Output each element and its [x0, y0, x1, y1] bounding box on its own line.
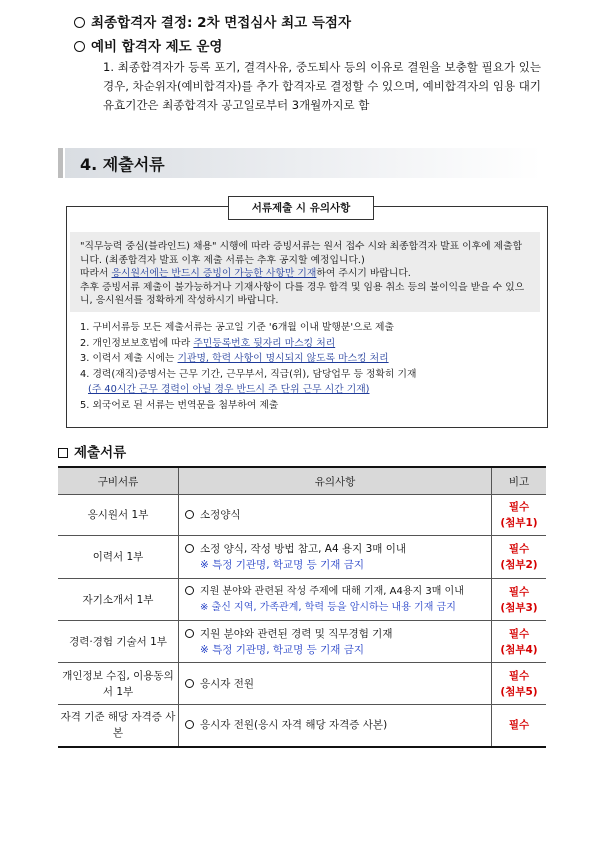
notice-gray-line-2 — [80, 267, 530, 281]
circle-bullet-icon — [185, 510, 194, 519]
row-note — [179, 579, 492, 621]
row-memo-attachment: (첨부2) — [500, 559, 538, 571]
notice-list-item-2 — [80, 336, 540, 352]
row-memo — [492, 621, 547, 663]
notice-list-item-2-underline: 주민등록번호 뒷자리 마스킹 처리 — [193, 337, 336, 349]
row-memo-attachment: (첨부5) — [500, 685, 538, 698]
section-heading — [58, 148, 542, 178]
top-item-1-text: 최종합격자 결정: 2차 면접심사 최고 득점자 — [91, 15, 351, 31]
top-item-1 — [74, 11, 351, 31]
circle-bullet-icon — [185, 586, 194, 595]
row-note — [179, 705, 492, 747]
row-memo-required: 필수 — [508, 501, 530, 513]
row-note-sub: ※ 출신 지역, 가족관계, 학력 등을 암시하는 내용 기재 금지 — [200, 601, 456, 613]
notice-gray-panel — [70, 232, 540, 312]
row-memo-required: 필수 — [508, 585, 530, 598]
row-note — [179, 495, 492, 536]
row-note — [179, 621, 492, 663]
row-memo — [492, 495, 547, 536]
row-name: 경력·경험 기술서 1부 — [58, 621, 179, 663]
docs-table — [58, 466, 546, 748]
header-document: 구비서류 — [58, 467, 179, 495]
circle-bullet-icon — [185, 679, 194, 688]
row-memo — [492, 579, 547, 621]
notice-gray-line-1: "직무능력 중심(블라인드) 채용" 시행에 따라 증빙서류는 원서 접수 시와 최종합격자 발표 이후에 제출합니다. (최종합격자 발표 이후 제출 서류는 추후 공지할 예정입니다.) — [80, 241, 523, 266]
row-memo-required: 필수 — [508, 669, 530, 682]
section-title: 4. 제출서류 — [80, 155, 165, 174]
circle-bullet-icon — [74, 17, 85, 28]
row-note-sub: ※ 특정 기관명, 학교명 등 기재 금지 — [200, 643, 365, 656]
square-bullet-icon — [58, 448, 68, 458]
circle-bullet-icon — [74, 41, 85, 52]
docs-heading — [58, 441, 126, 461]
row-note-text: 소정 양식, 작성 방법 참고, A4 용지 3매 이내 — [200, 543, 407, 555]
row-note — [179, 663, 492, 705]
header-notes: 유의사항 — [179, 467, 492, 495]
table-header-row — [58, 467, 546, 495]
notice-gray-line-2-pre: 따라서 — [80, 268, 112, 279]
row-note — [179, 536, 492, 579]
table-row — [58, 705, 546, 747]
row-memo-required: 필수 — [508, 627, 530, 640]
notice-gray-line-2-underline: 응시원서에는 반드시 증빙이 가능한 사항만 기재 — [111, 268, 317, 279]
table-row — [58, 621, 546, 663]
row-name: 응시원서 1부 — [58, 495, 179, 536]
table-row — [58, 579, 546, 621]
notice-list — [80, 320, 540, 413]
row-memo-required: 필수 — [508, 719, 530, 732]
row-name: 자기소개서 1부 — [58, 579, 179, 621]
row-note-text: 응시자 전원(응시 자격 해당 자격증 사본) — [200, 719, 388, 732]
circle-bullet-icon — [185, 544, 194, 553]
notice-gray-line-3: 추후 증빙서류 제출이 불가능하거나 기재사항이 다를 경우 합격 및 임용 취소 등의 불이익을 받을 수 있으니, 응시원서를 정확하게 작성하시기 바랍니다. — [80, 281, 525, 306]
circle-bullet-icon — [185, 629, 194, 638]
notice-gray-line-2-post: 하여 주시기 바랍니다. — [316, 268, 411, 279]
notice-title: 서류제출 시 유의사항 — [228, 196, 374, 220]
top-item-2-text: 예비 합격자 제도 운영 — [91, 39, 223, 55]
row-note-text: 지원 분야와 관련된 경력 및 직무경험 기재 — [200, 627, 393, 640]
notice-list-item-3-underline: 기관명, 학력 사항이 명시되지 않도록 마스킹 처리 — [177, 353, 389, 364]
row-note-sub: ※ 특정 기관명, 학교명 등 기재 금지 — [200, 559, 365, 571]
row-note-text: 소정양식 — [200, 509, 241, 521]
row-note-text: 지원 분야와 관련된 작성 주제에 대해 기재, A4용지 3매 이내 — [200, 585, 464, 597]
top-item-2 — [74, 35, 222, 55]
row-name: 자격 기준 해당 자격증 사본 — [58, 705, 179, 747]
reserve-paragraph: 1. 최종합격자가 등록 포기, 결격사유, 중도퇴사 등의 이유로 결원을 보충할 필요가 있는 경우, 차순위자(예비합격자)를 추가 합격자로 결정할 수 있으며, 예비합격자의 임용 대기 유효기간은 최종합격자 공고일로부터 3개월까지로 함 — [103, 60, 541, 112]
notice-list-item-4-sub-underline: (주 40시간 근무 경력이 아닐 경우 반드시 주 단위 근무 시간 기재) — [88, 384, 370, 395]
notice-list-item-2-pre: 2. 개인정보보호법에 따라 — [80, 337, 194, 349]
table-row — [58, 536, 546, 579]
notice-list-item-3-pre: 3. 이력서 제출 시에는 — [80, 353, 178, 364]
notice-list-item-5: 5. 외국어로 된 서류는 번역문을 첨부하여 제출 — [80, 399, 279, 411]
header-remarks: 비고 — [492, 467, 547, 495]
circle-bullet-icon — [185, 720, 194, 729]
row-memo-attachment: (첨부4) — [500, 643, 538, 656]
notice-list-item-4-sub — [80, 382, 540, 398]
row-memo — [492, 705, 547, 747]
row-memo — [492, 536, 547, 579]
row-name: 이력서 1부 — [58, 536, 179, 579]
row-memo-attachment: (첨부3) — [500, 601, 538, 614]
notice-list-item-1: 1. 구비서류등 모든 제출서류는 공고일 기준 '6개월 이내 발행분'으로 제출 — [80, 322, 394, 333]
section-heading-bar — [58, 148, 63, 178]
row-name: 개인정보 수집, 이용동의서 1부 — [58, 663, 179, 705]
row-memo-required: 필수 — [508, 543, 530, 555]
docs-heading-text: 제출서류 — [74, 445, 127, 461]
row-memo-attachment: (첨부1) — [500, 517, 538, 529]
row-note-text: 응시자 전원 — [200, 677, 255, 690]
table-row — [58, 495, 546, 536]
row-memo — [492, 663, 547, 705]
notice-list-item-4: 4. 경력(재직)증명서는 근무 기간, 근무부서, 직급(위), 담당업무 등 정확히 기재 — [80, 368, 417, 380]
table-row — [58, 663, 546, 705]
notice-list-item-3 — [80, 351, 540, 367]
